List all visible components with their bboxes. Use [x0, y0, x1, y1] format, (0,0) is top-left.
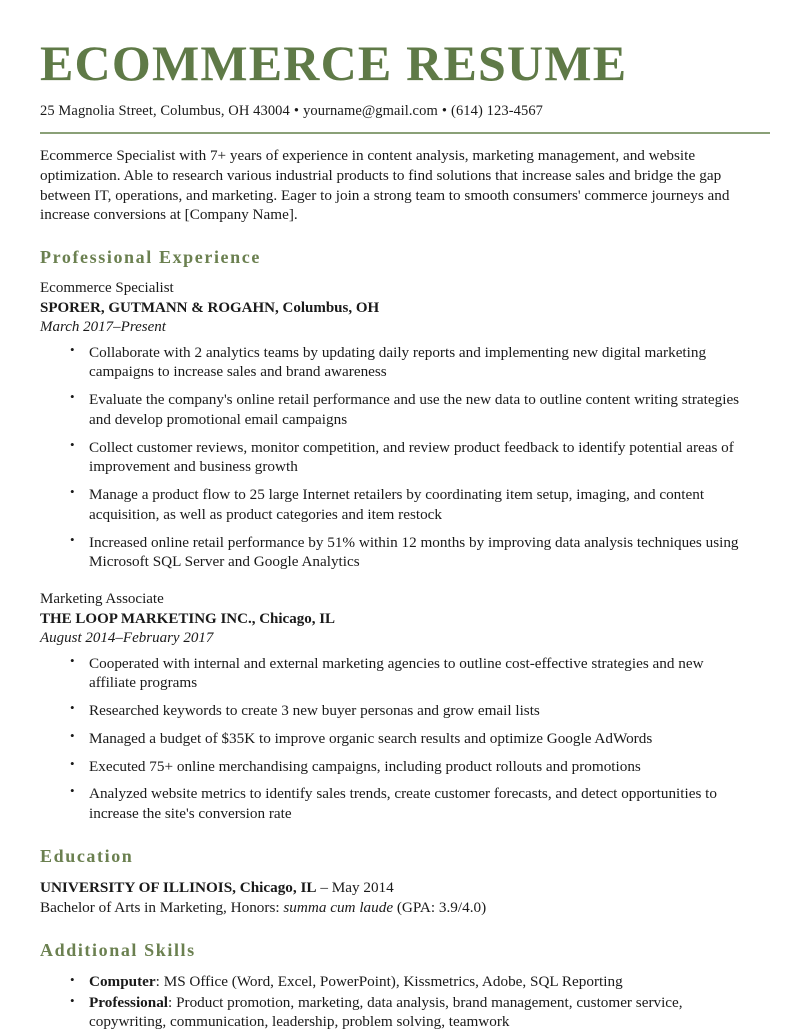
- job-bullet-list: [40, 343, 770, 573]
- skill-value: Product promotion, marketing, data analysis, brand management, customer service, copywriting, communication, leadership, problem solving, teamwork: [89, 993, 683, 1031]
- skills-list: [40, 972, 770, 1032]
- list-item: • Evaluate the company's online retail performance and use the new data to outline content writing strategies and develop promotional email campaigns: [40, 390, 770, 430]
- list-item: • Managed a budget of $35K to improve organic search results and optimize Google AdWords: [40, 729, 770, 749]
- list-item: • Collect customer reviews, monitor competition, and review product feedback to identify potential areas of improvement and business growth: [40, 438, 770, 478]
- job-bullet-list: [40, 654, 770, 824]
- header-divider: [40, 132, 770, 134]
- job-title: Marketing Associate: [40, 591, 164, 607]
- skill-separator: :: [168, 993, 177, 1011]
- contact-phone: (614) 123-4567: [451, 103, 544, 119]
- skill-label: Professional: [89, 993, 169, 1011]
- skill-separator: :: [155, 972, 164, 990]
- experience-entry: [40, 279, 770, 572]
- list-item: • Cooperated with internal and external marketing agencies to outline cost-effective strategies and new affiliate programs: [40, 654, 770, 694]
- list-item: • Analyzed website metrics to identify sales trends, create customer forecasts, and detect opportunities to increase the site's conversion rate: [40, 784, 770, 824]
- contact-line: [40, 103, 770, 120]
- section-heading-experience: Professional Experience: [40, 247, 261, 267]
- education-entry: [40, 878, 770, 918]
- contact-separator-1: •: [293, 103, 300, 119]
- education-degree-line: [40, 898, 770, 918]
- list-item: [40, 993, 770, 1033]
- job-company: SPORER, GUTMANN & ROGAHN, Columbus, OH: [40, 299, 380, 316]
- list-item: • Collaborate with 2 analytics teams by updating daily reports and implementing new digital marketing campaigns to increase sales and brand awareness: [40, 343, 770, 383]
- education-gpa: (GPA: 3.9/4.0): [393, 898, 487, 916]
- job-company: THE LOOP MARKETING INC., Chicago, IL: [40, 610, 336, 627]
- professional-summary: Ecommerce Specialist with 7+ years of experience in content analysis, marketing management, and website optimization. Able to research various industrial products to find solutions that increase sales and bridge the gap between IT, operations, and marketing. Eager to join a strong team to smooth consumers' commerce journeys and increase conversions at [Company Name].: [40, 147, 730, 224]
- education-honors: summa cum laude: [283, 898, 394, 916]
- list-item: • Executed 75+ online merchandising campaigns, including product rollouts and promotions: [40, 757, 770, 777]
- contact-email: yourname@gmail.com: [303, 103, 438, 119]
- contact-address: 25 Magnolia Street, Columbus, OH 43004: [40, 103, 290, 119]
- education-school: UNIVERSITY OF ILLINOIS, Chicago, IL: [40, 878, 317, 896]
- job-title: Ecommerce Specialist: [40, 280, 174, 296]
- list-item: [40, 972, 770, 992]
- education-date-separator: –: [320, 878, 328, 896]
- list-item: • Increased online retail performance by 51% within 12 months by improving data analysis techniques using Microsoft SQL Server and Google Analytics: [40, 533, 770, 573]
- list-item: • Researched keywords to create 3 new buyer personas and grow email lists: [40, 701, 770, 721]
- job-dates: August 2014–February 2017: [40, 630, 214, 646]
- section-heading-skills: Additional Skills: [40, 939, 196, 960]
- education-school-line: [40, 878, 770, 898]
- contact-separator-2: •: [441, 103, 448, 119]
- experience-entry: [40, 590, 770, 824]
- education-degree: Bachelor of Arts in Marketing, Honors:: [40, 898, 284, 916]
- job-dates: March 2017–Present: [40, 319, 166, 335]
- education-graduation-date: May 2014: [331, 878, 394, 896]
- section-heading-education: Education: [40, 845, 134, 866]
- skill-value: MS Office (Word, Excel, PowerPoint), Kissmetrics, Adobe, SQL Reporting: [163, 972, 623, 990]
- skill-label: Computer: [89, 972, 156, 990]
- list-item: • Manage a product flow to 25 large Internet retailers by coordinating item setup, imaging, and content acquisition, as well as product categories and item restock: [40, 485, 770, 525]
- page-title: ECOMMERCE RESUME: [40, 35, 628, 91]
